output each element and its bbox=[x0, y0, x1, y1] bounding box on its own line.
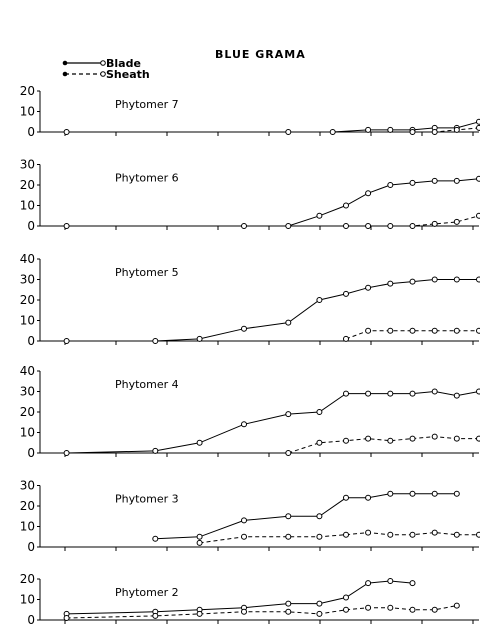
phytomer-4-blade-point bbox=[286, 412, 291, 417]
phytomer-7-y-tick-label: 0 bbox=[27, 125, 35, 139]
phytomer-6-blade-point bbox=[432, 178, 437, 183]
phytomer-7-blade-point bbox=[366, 127, 371, 132]
phytomer-4-sheath-point bbox=[432, 434, 437, 439]
phytomer-6-blade-point bbox=[242, 224, 247, 229]
phytomer-3-sheath-point bbox=[388, 532, 393, 537]
phytomer-7-sheath-point bbox=[477, 125, 480, 130]
phytomer-5-blade-point bbox=[197, 336, 202, 341]
phytomer-7-sheath-point bbox=[432, 130, 437, 135]
phytomer-2-sheath-point bbox=[242, 609, 247, 614]
phytomer-3-blade-point bbox=[388, 491, 393, 496]
phytomer-5-blade-point bbox=[477, 277, 480, 282]
phytomer-3-sheath-point bbox=[454, 532, 459, 537]
phytomer-6-blade-point bbox=[410, 180, 415, 185]
phytomer-6-blade-point bbox=[388, 183, 393, 188]
phytomer-4-sheath-point bbox=[286, 451, 291, 456]
phytomer-5-y-tick-label: 20 bbox=[19, 293, 35, 307]
phytomer-4-sheath-point bbox=[477, 436, 480, 441]
phytomer-2-y-tick-label: 10 bbox=[19, 592, 35, 607]
phytomer-3-blade-point bbox=[197, 534, 202, 539]
phytomer-5-sheath-point bbox=[410, 328, 415, 333]
phytomer-4-blade-point bbox=[432, 389, 437, 394]
phytomer-6-blade-point bbox=[344, 203, 349, 208]
phytomer-2-blade-point bbox=[317, 601, 322, 606]
phytomer-5-sheath-point bbox=[388, 328, 393, 333]
phytomer-3-sheath-point bbox=[197, 540, 202, 545]
phytomer-4-y-tick-label: 20 bbox=[19, 405, 35, 419]
phytomer-5-sheath-point bbox=[344, 336, 349, 341]
phytomer-3-y-tick-label: 10 bbox=[19, 519, 35, 534]
phytomer-6-y-tick-label: 10 bbox=[19, 198, 35, 213]
phytomer-3-blade-point bbox=[286, 514, 291, 519]
phytomer-6-sheath-point bbox=[388, 224, 393, 229]
phytomer-5-sheath-point bbox=[477, 328, 480, 333]
phytomer-2-sheath-point bbox=[454, 603, 459, 608]
panel-phytomer-4 bbox=[20, 364, 480, 460]
phytomer-2-blade-point bbox=[388, 579, 393, 584]
phytomer-5-sheath-point bbox=[432, 328, 437, 333]
legend-blade-marker-left bbox=[63, 61, 68, 66]
phytomer-6-y-tick-label: 30 bbox=[19, 157, 35, 172]
phytomer-5-sheath-point bbox=[366, 328, 371, 333]
phytomer-7-blade-point bbox=[388, 127, 393, 132]
phytomer-2-sheath-point bbox=[410, 607, 415, 612]
phytomer-3-y-tick-label: 0 bbox=[27, 540, 35, 554]
panels bbox=[20, 84, 480, 627]
phytomer-4-blade-point bbox=[388, 391, 393, 396]
phytomer-7-blade-point bbox=[477, 119, 480, 124]
phytomer-6-blade-line bbox=[67, 179, 479, 226]
phytomer-6-sheath-point bbox=[454, 219, 459, 224]
phytomer-5-y-tick-label: 30 bbox=[19, 272, 35, 287]
phytomer-3-blade-point bbox=[153, 536, 158, 541]
phytomer-7-sheath-point bbox=[454, 127, 459, 132]
phytomer-4-y-tick-label: 30 bbox=[19, 384, 35, 399]
phytomer-2-sheath-point bbox=[286, 609, 291, 614]
phytomer-3-sheath-point bbox=[477, 532, 480, 537]
phytomer-5-y-tick-label: 0 bbox=[27, 334, 35, 348]
phytomer-5-blade-point bbox=[317, 298, 322, 303]
chart-title: BLUE GRAMA bbox=[215, 48, 306, 61]
phytomer-4-sheath-line bbox=[288, 437, 479, 453]
phytomer-2-sheath-point bbox=[153, 613, 158, 618]
phytomer-2-y-tick-label: 20 bbox=[19, 572, 35, 586]
phytomer-6-label: Phytomer 6 bbox=[115, 171, 179, 185]
legend-sheath-marker-left bbox=[63, 72, 68, 77]
phytomer-5-blade-point bbox=[242, 326, 247, 331]
phytomer-3-blade-point bbox=[242, 518, 247, 523]
phytomer-5-blade-point bbox=[454, 277, 459, 282]
phytomer-2-sheath-point bbox=[197, 611, 202, 616]
phytomer-7-blade-point bbox=[286, 130, 291, 135]
phytomer-4-sheath-point bbox=[454, 436, 459, 441]
phytomer-4-blade-point bbox=[454, 393, 459, 398]
phytomer-4-blade-point bbox=[153, 448, 158, 453]
phytomer-6-sheath-point bbox=[366, 224, 371, 229]
phytomer-4-blade-point bbox=[410, 391, 415, 396]
phytomer-6-blade-point bbox=[317, 213, 322, 218]
phytomer-6-sheath-point bbox=[410, 224, 415, 229]
phytomer-7-blade-point bbox=[330, 130, 335, 135]
phytomer-4-sheath-point bbox=[388, 438, 393, 443]
phytomer-6-y-tick-label: 20 bbox=[19, 178, 35, 192]
phytomer-5-blade-point bbox=[432, 277, 437, 282]
panel-phytomer-5 bbox=[20, 252, 480, 348]
phytomer-3-sheath-point bbox=[317, 534, 322, 539]
phytomer-4-y-tick-label: 10 bbox=[19, 425, 35, 440]
phytomer-5-y-tick-label: 10 bbox=[19, 313, 35, 328]
phytomer-5-blade-point bbox=[64, 339, 69, 344]
phytomer-3-blade-point bbox=[317, 514, 322, 519]
legend-blade-marker-right bbox=[101, 61, 106, 66]
phytomer-4-sheath-point bbox=[366, 436, 371, 441]
phytomer-3-blade-point bbox=[432, 491, 437, 496]
phytomer-3-blade-point bbox=[454, 491, 459, 496]
phytomer-7-blade-line bbox=[67, 122, 479, 132]
phytomer-5-blade-point bbox=[388, 281, 393, 286]
phytomer-4-blade-point bbox=[366, 391, 371, 396]
phytomer-7-sheath-point bbox=[410, 130, 415, 135]
phytomer-5-blade-point bbox=[410, 279, 415, 284]
phytomer-4-y-tick-label: 40 bbox=[19, 364, 35, 378]
phytomer-6-y-tick-label: 0 bbox=[27, 219, 35, 233]
phytomer-5-blade-line bbox=[67, 280, 479, 342]
phytomer-2-sheath-point bbox=[432, 607, 437, 612]
phytomer-2-blade-point bbox=[286, 601, 291, 606]
phytomer-4-sheath-point bbox=[344, 438, 349, 443]
panel-phytomer-3 bbox=[20, 479, 480, 555]
phytomer-3-sheath-point bbox=[410, 532, 415, 537]
phytomer-5-blade-point bbox=[366, 285, 371, 290]
phytomer-5-y-tick-label: 40 bbox=[19, 252, 35, 266]
phytomer-2-blade-point bbox=[410, 581, 415, 586]
phytomer-4-blade-point bbox=[317, 410, 322, 415]
phytomer-4-blade-line bbox=[67, 392, 479, 454]
phytomer-3-blade-point bbox=[366, 495, 371, 500]
phytomer-6-sheath-point bbox=[477, 213, 480, 218]
phytomer-3-sheath-point bbox=[242, 534, 247, 539]
phytomer-7-label: Phytomer 7 bbox=[115, 98, 179, 111]
phytomer-4-blade-point bbox=[242, 422, 247, 427]
phytomer-3-sheath-point bbox=[344, 532, 349, 537]
phytomer-7-y-tick-label: 10 bbox=[19, 104, 35, 119]
phytomer-2-sheath-point bbox=[366, 605, 371, 610]
phytomer-5-sheath-point bbox=[454, 328, 459, 333]
phytomer-6-blade-point bbox=[366, 191, 371, 196]
phytomer-4-blade-point bbox=[197, 440, 202, 445]
phytomer-4-blade-point bbox=[64, 451, 69, 456]
phytomer-6-blade-point bbox=[286, 224, 291, 229]
phytomer-4-blade-point bbox=[344, 391, 349, 396]
legend bbox=[63, 57, 150, 81]
phytomer-5-blade-point bbox=[344, 291, 349, 296]
phytomer-3-label: Phytomer 3 bbox=[115, 492, 179, 506]
panel-phytomer-7 bbox=[20, 84, 480, 139]
phytomer-6-blade-point bbox=[477, 176, 480, 181]
phytomer-2-y-tick-label: 0 bbox=[27, 613, 35, 627]
phytomer-6-sheath-point bbox=[432, 221, 437, 226]
legend-sheath-marker-right bbox=[101, 72, 106, 77]
phytomer-4-sheath-point bbox=[317, 440, 322, 445]
phytomer-3-blade-point bbox=[410, 491, 415, 496]
phytomer-2-sheath-line bbox=[67, 606, 457, 618]
phytomer-5-label: Phytomer 5 bbox=[115, 266, 179, 279]
phytomer-2-blade-point bbox=[366, 581, 371, 586]
phytomer-7-y-tick-label: 20 bbox=[19, 84, 35, 98]
phytomer-3-sheath-point bbox=[286, 534, 291, 539]
phytomer-5-blade-point bbox=[286, 320, 291, 325]
phytomer-2-sheath-point bbox=[317, 611, 322, 616]
phytomer-2-sheath-point bbox=[344, 607, 349, 612]
phytomer-3-y-tick-label: 20 bbox=[19, 499, 35, 513]
phytomer-6-blade-point bbox=[64, 224, 69, 229]
phytomer-2-sheath-point bbox=[64, 616, 69, 621]
panel-phytomer-2 bbox=[20, 572, 480, 627]
phytomer-2-blade-point bbox=[344, 595, 349, 600]
phytomer-6-blade-point bbox=[454, 178, 459, 183]
panel-phytomer-6 bbox=[20, 158, 480, 234]
legend-blade-label: Blade bbox=[106, 57, 141, 70]
legend-sheath-label: Sheath bbox=[106, 68, 150, 81]
phytomer-2-label: Phytomer 2 bbox=[115, 586, 179, 599]
phytomer-5-blade-point bbox=[153, 339, 158, 344]
phytomer-6-sheath-point bbox=[344, 224, 349, 229]
phytomer-3-sheath-point bbox=[432, 530, 437, 535]
phytomer-4-label: Phytomer 4 bbox=[115, 378, 179, 391]
phytomer-3-blade-point bbox=[344, 495, 349, 500]
phytomer-3-sheath-point bbox=[366, 530, 371, 535]
phytomer-3-y-tick-label: 30 bbox=[19, 478, 35, 493]
phytomer-2-sheath-point bbox=[388, 605, 393, 610]
phytomer-4-y-tick-label: 0 bbox=[27, 446, 35, 460]
phytomer-7-blade-point bbox=[64, 130, 69, 135]
phytomer-4-blade-point bbox=[477, 389, 480, 394]
phytomer-4-sheath-point bbox=[410, 436, 415, 441]
